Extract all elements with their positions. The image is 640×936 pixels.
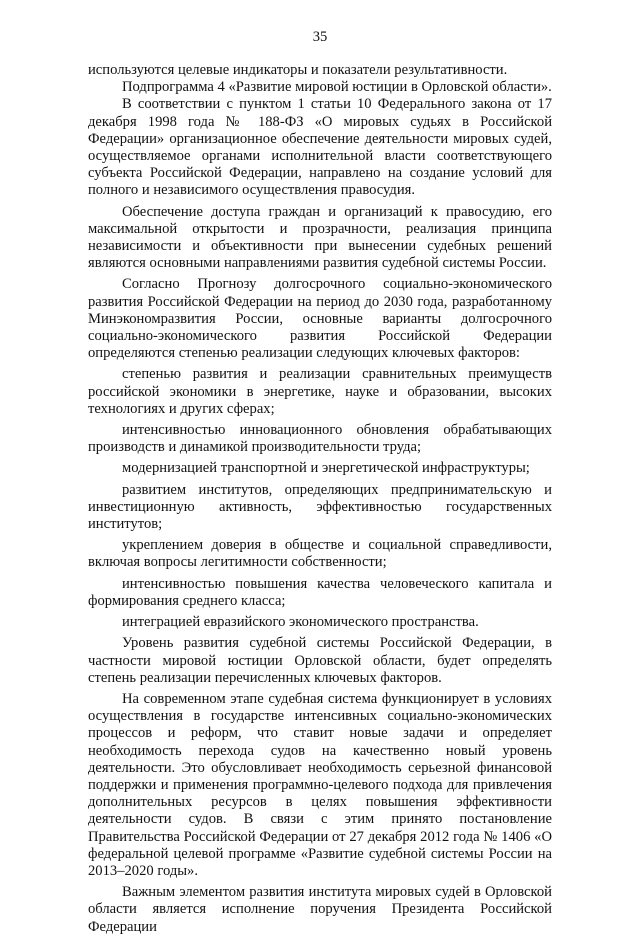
paragraph-important-element: Важным элементом развития института мировых судей в Орловской области является исполнение поручения Президента Российской Федерации: [88, 884, 552, 935]
factor-item: укреплением доверия в обществе и социальной справедливости, включая вопросы легитимности собственности;: [88, 537, 552, 571]
paragraph-modern-stage: На современном этапе судебная система функционирует в условиях осуществления в государстве интенсивных социально-экономических процессов и реформ, что ставит новые задачи и определяет необходимость перехода судов на качественно новый уровень деятельности. Это обусловливает необходимость серьезной финансовой поддержки и применения программно-целевого подхода для привлечения дополнительных ресурсов в целях повышения эффективности деятельности судов. В связи с этим принято постановление Правительства Российской Федерации от 27 декабря 2012 года № 1406 «О федеральной целевой программе «Развитие судебной системы России на 2013–2020 годы».: [88, 690, 552, 879]
paragraph-continuation: используются целевые индикаторы и показатели результативности.: [88, 62, 508, 78]
factor-item: развитием институтов, определяющих предпринимательскую и инвестиционную активность, эффективностью государственных институтов;: [88, 481, 552, 533]
paragraph-federal-law: В соответствии с пунктом 1 статьи 10 Федерального закона от 17 декабря 1998 года № 188-ФЗ «О мировых судьях в Российской Федерации» организационное обеспечение деятельности мировых судей, осуществляемое органами исполнительной власти соответствующего субъекта Российской Федерации, направлено на создание условий для полного и независимого осуществления правосудия.: [88, 96, 552, 199]
page-number: 35: [312, 29, 328, 45]
factor-item: модернизацией транспортной и энергетической инфраструктуры;: [122, 460, 530, 477]
factor-item: интенсивностью повышения качества человеческого капитала и формирования среднего класса;: [88, 575, 552, 609]
factor-item: интеграцией евразийского экономического пространства.: [122, 614, 479, 631]
paragraph-access-to-justice: Обеспечение доступа граждан и организаций к правосудию, его максимальной открытости и прозрачности, реализация принципа независимости и объективности при вынесении судебных решений являются основными направлениями развития судебной системы России.: [88, 203, 552, 272]
paragraph-forecast: Согласно Прогнозу долгосрочного социально-экономического развития Российской Федерации на период до 2030 года, разработанному Минэкономразвития России, основные варианты долгосрочного социально-экономического развития Российской Федерации определяются степенью реализации следующих ключевых факторов:: [88, 276, 552, 362]
factor-item: интенсивностью инновационного обновления обрабатывающих производств и динамикой производительности труда;: [88, 422, 552, 456]
document-body: [88, 62, 552, 936]
paragraph-judicial-level: Уровень развития судебной системы Российской Федерации, в частности мировой юстиции Орловской области, будет определять степень реализации перечисленных ключевых факторов.: [88, 635, 552, 686]
factor-item: степенью развития и реализации сравнительных преимуществ российской экономики в энергетике, науке и образовании, высоких технологиях и других сферах;: [88, 366, 552, 417]
subprogram-heading: Подпрограмма 4 «Развитие мировой юстиции в Орловской области».: [122, 79, 552, 96]
